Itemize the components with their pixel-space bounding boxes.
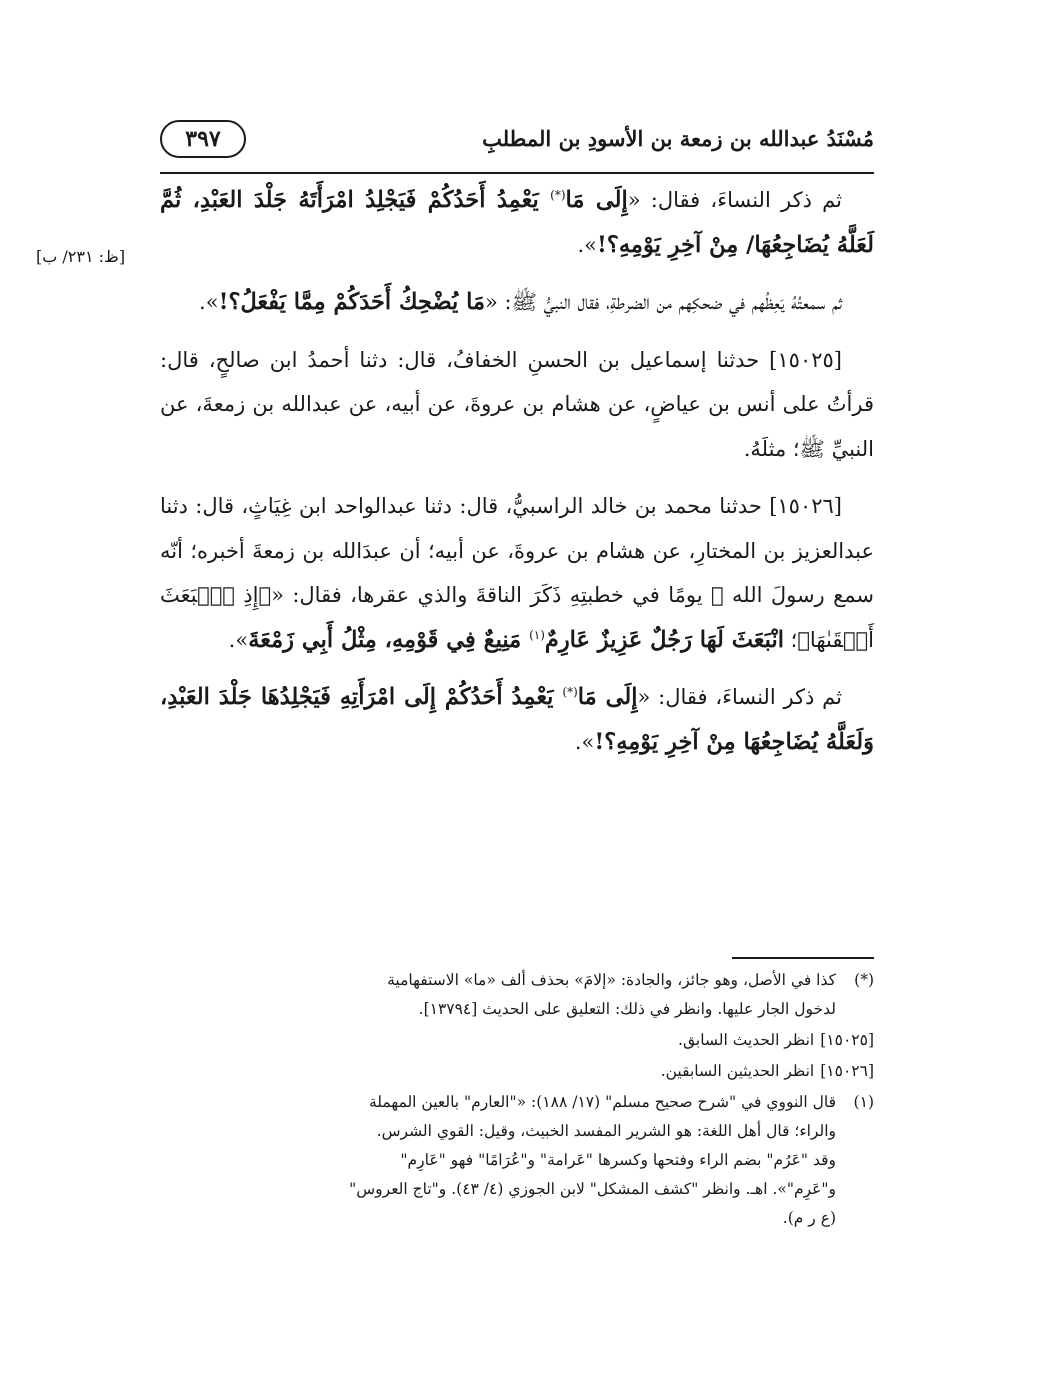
hadith-quote: مَا يُضْحِكُ أَحَدَكُمْ مِمَّا يَفْعَلُ؟!	[218, 289, 485, 315]
footnote-line: (ع ر م).	[782, 1209, 836, 1227]
footnote-mark: [١٥٠٢٦]	[820, 1062, 874, 1080]
hadith-15026	[160, 484, 874, 662]
footnote-mark: [١٥٠٢٥]	[820, 1031, 874, 1049]
paragraph-text: ».	[577, 232, 598, 257]
footnote-body	[160, 1057, 814, 1086]
paragraph-text: ».	[228, 627, 249, 652]
footnote-mark: (١)	[853, 1093, 874, 1111]
paragraph-text: [١٥٠٢٥] حدثنا إسماعيل بن الحسنِ الخفافُ، قال: دثنا أحمدُ ابن صالحٍ، قال: قرأتُ على أنس بن عياضٍ، عن هشام بن عروةَ، عن أبيه، عن عبدالله بن زمعةَ، عن النبيِّ ﷺ؛ مثلَهُ.	[160, 347, 874, 461]
footnote-line: انظر الحديث السابق.	[678, 1031, 815, 1049]
footnote-line: كذا في الأصل، وهو جائز، والجادة: «إلامَ» بحذف ألف «ما» الاستفهامية	[387, 971, 836, 989]
paragraph-2	[160, 280, 874, 325]
hadith-quote: مَنِيعٌ فِي قَوْمِهِ، مِثْلُ أَبِي زَمْعَةَ	[248, 626, 530, 653]
paragraph-text: ثم ذكر النساءَ، فقال: «	[627, 188, 842, 212]
footnote-line: والراء؛ قال أهل اللغة: هو الشرير المفسد الخبيث، وقيل: القوي الشرس.	[376, 1122, 836, 1140]
footnote-line: وقد "عَرُم" بضم الراء وفتحها وكسرها "عَرامة" و"عُرَامًا" فهو "عَارِم"	[400, 1151, 836, 1169]
footnote	[160, 1026, 874, 1055]
header-divider	[160, 172, 874, 174]
page-number-badge: ٣٩٧	[160, 120, 246, 158]
hadith-15025	[160, 338, 874, 472]
hadith-quote: إِلَى مَا	[577, 684, 638, 710]
hadith-quote: انْبَعَثَ لَهَا رَجُلٌ عَزِيزٌ عَارِمٌ	[544, 626, 784, 653]
footnote	[160, 966, 874, 1024]
footnote-ref: (*)	[550, 188, 566, 202]
footnote-body	[160, 966, 836, 1024]
hadith-quote: يَعْمِدُ أَحَدُكُمْ فَيَجْلِدُ امْرَأَتَهُ جَلْدَ العَبْدِ، ثُمَّ لَعَلَّهُ يُضَاجِعُهَا/ مِنْ آخِرِ يَوْمِهِ؟!	[160, 187, 874, 258]
footnote-line: و"عَرِم"». اهـ. وانظر "كشف المشكل" لابن الجوزي (٤/ ٤٣). و"تاج العروس"	[349, 1180, 836, 1198]
footnote-body	[160, 1026, 814, 1055]
footnotes	[160, 966, 874, 1235]
footnote-mark: (*)	[854, 971, 874, 989]
footnote-line: لدخول الجار عليها. وانظر في ذلك: التعليق على الحديث [١٣٧٩٤].	[418, 1000, 836, 1018]
footnote	[160, 1088, 874, 1233]
paragraph-text: ثم سمعتُهُ يَعِظُهم في ضحكِهم من الضرطةِ، فقال النبيُّ ﷺ: «	[485, 290, 842, 314]
footnote-body	[160, 1088, 836, 1233]
paragraph-text: ثم ذكر النساءَ، فقال: «	[637, 685, 842, 709]
running-header	[160, 118, 874, 170]
footnote	[160, 1057, 874, 1086]
paragraph-text: [١٥٠٢٦] حدثنا محمد بن خالد الراسبيُّ، قال: دثنا عبدالواحد ابن غِيَاثٍ، قال: دثنا عبدالعزيز بن المختارِ، عن هشام بن عروةَ، عن أبيه؛ أن عبدَالله بن زمعةَ أخبره؛ أنّه سمع رسولَ الله ﷺ يومًا في خطبتِهِ ذَكَرَ الناقةَ والذي عقرها، فقال: «﴿إِذِ ٱنۢبَعَثَ أَشۡقَىٰهَا﴾؛	[160, 494, 874, 652]
footnote-ref: (١)	[529, 627, 545, 642]
paragraph-5	[160, 675, 874, 764]
paragraph-text: ».	[574, 729, 595, 754]
hadith-quote: يَعْمِدُ أَحَدُكُمْ إِلَى امْرَأَتِهِ فَيَجْلِدُهَا جَلْدَ العَبْدِ، وَلَعَلَّهُ يُضَاجِعُهَا مِنْ آخِرِ يَوْمِهِ؟!	[160, 684, 874, 755]
footnote-divider	[732, 957, 874, 959]
footnote-line: انظر الحديثين السابقين.	[660, 1062, 815, 1080]
margin-note: [ظ: ٢٣١/ ب]	[36, 247, 126, 266]
footnote-ref: (*)	[562, 685, 578, 699]
hadith-quote: إِلَى مَا	[565, 187, 628, 213]
main-text	[160, 178, 874, 777]
header-title: مُسْنَدُ عبدالله بن زمعة بن الأسودِ بن المطلبِ	[482, 126, 874, 151]
paragraph-text: ».	[199, 290, 219, 314]
footnote-line: قال النووي في "شرح صحيح مسلم" (١٧/ ١٨٨): «"العارم" بالعين المهملة	[368, 1093, 836, 1111]
paragraph-1	[160, 178, 874, 267]
